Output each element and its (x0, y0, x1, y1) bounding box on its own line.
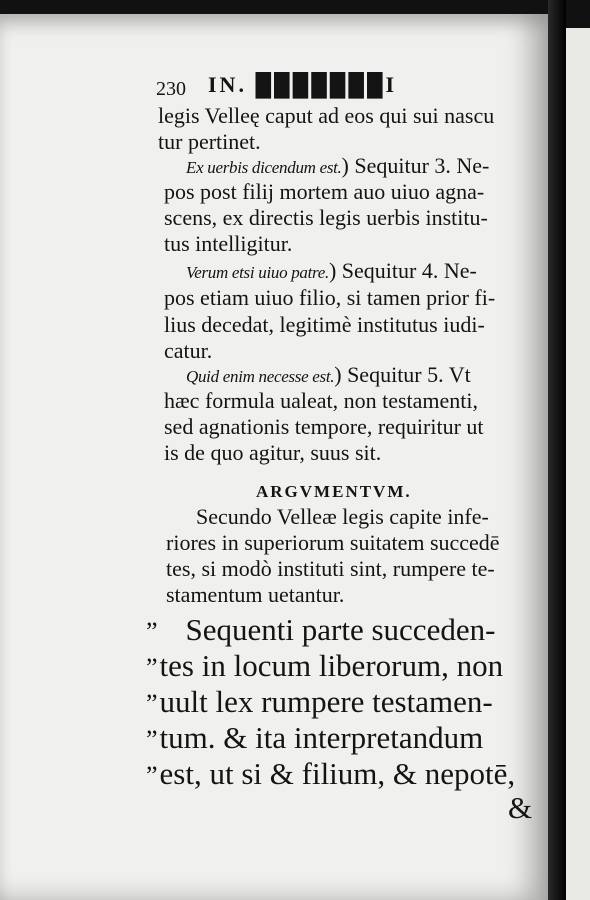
facing-page-edge (566, 28, 590, 900)
text-line: Secundo Velleæ legis capite infe- (196, 504, 489, 529)
quoted-line (146, 684, 493, 722)
text-line: tur pertinet. (158, 129, 261, 154)
text-line: tus intelligitur. (164, 231, 293, 256)
quoted-line (146, 756, 515, 794)
quote-mark: ” (146, 761, 158, 790)
page-number: 230 (156, 78, 186, 100)
lemma: Quid enim necesse est. (186, 367, 335, 386)
quoted-line (146, 648, 503, 686)
text-line: hæc formula ualeat, non testamenti, (164, 388, 479, 413)
running-head: IN. ███████I (208, 72, 398, 97)
text-line: tes, si modò instituti sint, rumpere te- (166, 556, 495, 581)
lemma: Verum etsi uiuo patre. (186, 263, 329, 282)
text-span: est, ut si & filium, & nepotē, (159, 756, 516, 791)
lemma-line (186, 258, 477, 286)
lemma: Ex uerbis dicendum est. (186, 158, 342, 177)
quoted-line (146, 612, 495, 650)
text-span: Sequenti parte succeden- (185, 612, 496, 647)
text-span: uult lex rumpere testamen- (159, 684, 493, 719)
section-heading: ARGVMENTVM. (256, 482, 412, 501)
text-span: tes in locum liberorum, non (159, 648, 504, 683)
lemma-line (186, 362, 471, 390)
text-span: ) Sequitur 5. Vt (334, 362, 471, 387)
quote-mark: ” (146, 689, 158, 718)
text-span: tum. & ita interpretandum (159, 720, 484, 755)
text-span: ) Sequitur 4. Ne- (328, 258, 477, 283)
text-line: pos etiam uiuo filio, si tamen prior fi- (164, 285, 496, 310)
quote-mark: ” (146, 725, 158, 754)
text-line: scens, ex directis legis uerbis institu- (164, 205, 488, 230)
text-line: pos post filij mortem auo uiuo agna- (164, 179, 485, 204)
text-line: legis Velleę caput ad eos qui sui nascu (158, 103, 495, 128)
catchword: & (508, 790, 533, 825)
text-line: riores in superiorum suitatem succedē (166, 530, 500, 555)
text-span: ) Sequitur 3. Ne- (341, 153, 490, 178)
text-line: lius decedat, legitimè institutus iudi- (164, 312, 485, 337)
text-line: is de quo agitur, suus sit. (164, 440, 382, 465)
lemma-line (186, 153, 489, 181)
quoted-line (146, 720, 483, 758)
text-line: stamentum uetantur. (166, 582, 345, 607)
quote-mark: ” (146, 617, 158, 646)
quote-mark: ” (146, 653, 158, 682)
book-gutter (548, 0, 566, 900)
text-line: sed agnationis tempore, requiritur ut (164, 414, 484, 439)
text-line: catur. (164, 338, 213, 363)
